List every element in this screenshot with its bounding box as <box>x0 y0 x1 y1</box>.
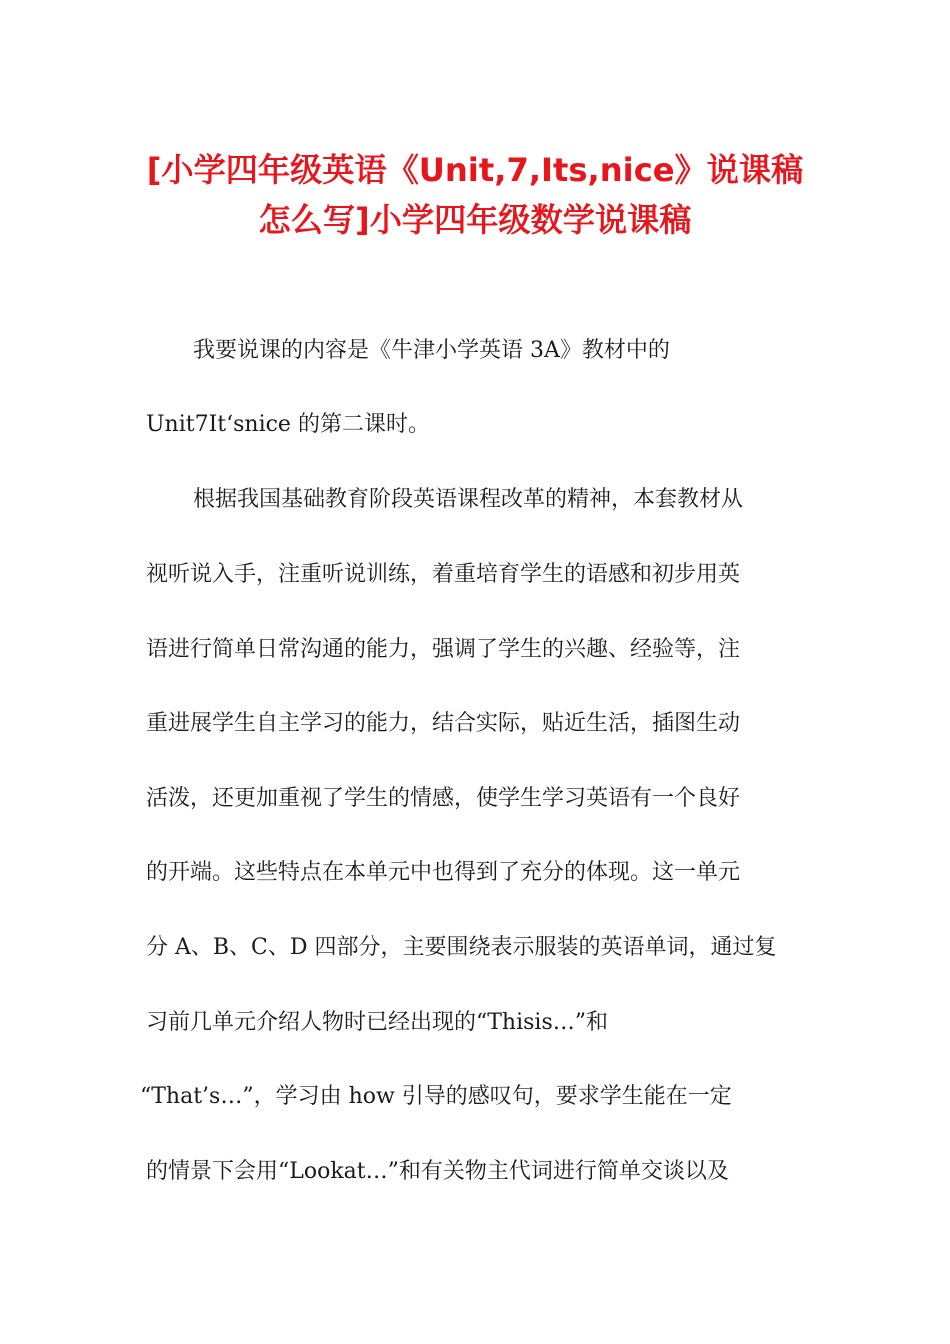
paragraph-1-line-2: Unit7It‘snice 的第二课时。 <box>146 412 430 437</box>
paragraph-1-line-1: 我要说课的内容是《牛津小学英语 3A》教材中的 <box>193 338 670 363</box>
paragraph-2-line-3: 语进行简单日常沟通的能力，强调了学生的兴趣、经验等，注 <box>146 637 741 662</box>
paragraph-2-line-8: 习前几单元介绍人物时已经出现的“Thisis…”和 <box>146 1010 608 1035</box>
paragraph-2-line-9: “That’s…”，学习由 how 引导的感叹句，要求学生能在一定 <box>140 1084 732 1109</box>
paragraph-2-line-6: 的开端。这些特点在本单元中也得到了充分的体现。这一单元 <box>146 860 741 885</box>
paragraph-2-line-4: 重进展学生自主学习的能力，结合实际，贴近生活，插图生动 <box>146 711 741 736</box>
paragraph-2-line-5: 活泼，还更加重视了学生的情感，使学生学习英语有一个良好 <box>146 786 741 811</box>
document-title-line-1: [小学四年级英语《Unit,7,Its,nice》说课稿 <box>146 151 804 189</box>
paragraph-2-line-10: 的情景下会用“Lookat…”和有关物主代词进行简单交谈以及 <box>146 1159 729 1184</box>
paragraph-2-line-7: 分 A、B、C、D 四部分，主要围绕表示服装的英语单词，通过复 <box>146 935 777 960</box>
paragraph-2-line-2: 视听说入手，注重听说训练，着重培育学生的语感和初步用英 <box>146 562 741 587</box>
document-title-line-2: 怎么写]小学四年级数学说课稿 <box>258 201 692 239</box>
paragraph-2-line-1: 根据我国基础教育阶段英语课程改革的精神，本套教材从 <box>193 487 744 512</box>
